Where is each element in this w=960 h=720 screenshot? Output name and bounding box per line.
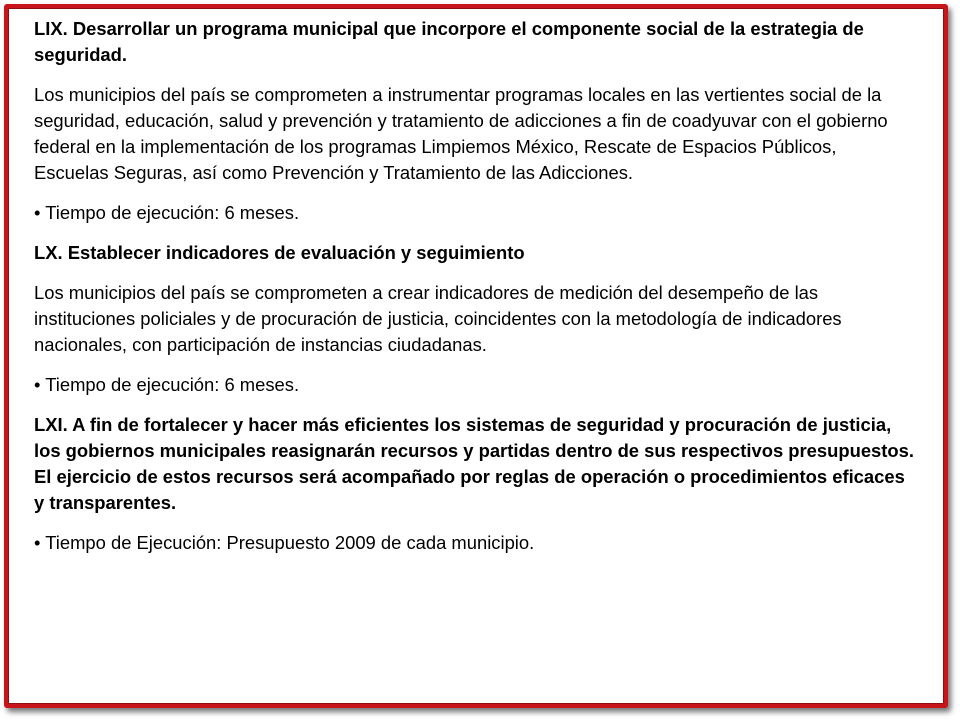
section-lx-bullet: • Tiempo de ejecución: 6 meses. (34, 374, 300, 395)
section-lix-bullet: • Tiempo de ejecución: 6 meses. (34, 202, 300, 223)
section-lix-body: Los municipios del país se comprometen a instrumentar programas locales en las vertientes social de la seguridad, educación, salud y prevención y tratamiento de adicciones a fin de coadyuvar con el gobierno federal en la implementación de los programas Limpiemos México, Rescate de Espacios Públicos, Escuelas Seguras, así como Prevención y Tratamiento de las Adicciones. (34, 84, 888, 183)
section-lx-heading: LX. Establecer indicadores de evaluación y seguimiento (34, 242, 525, 263)
section-lx-body: Los municipios del país se comprometen a crear indicadores de medición del desempeño de las instituciones policiales y de procuración de justicia, coincidentes con la metodología de indicadores nacionales, con participación de instancias ciudadanas. (34, 282, 842, 355)
section-lix-heading: LIX. Desarrollar un programa municipal que incorpore el componente social de la estrategia de seguridad. (34, 18, 864, 65)
document-body (34, 16, 914, 570)
section-lxi-bullet: • Tiempo de Ejecución: Presupuesto 2009 de cada municipio. (34, 532, 535, 553)
section-lxi-heading: LXI. A fin de fortalecer y hacer más eficientes los sistemas de seguridad y procuración de justicia, los gobiernos municipales reasignarán recursos y partidas dentro de sus respectivos presupuestos. El ejercicio de estos recursos será acompañado por reglas de operación o procedimientos eficaces y transparentes. (34, 414, 914, 513)
